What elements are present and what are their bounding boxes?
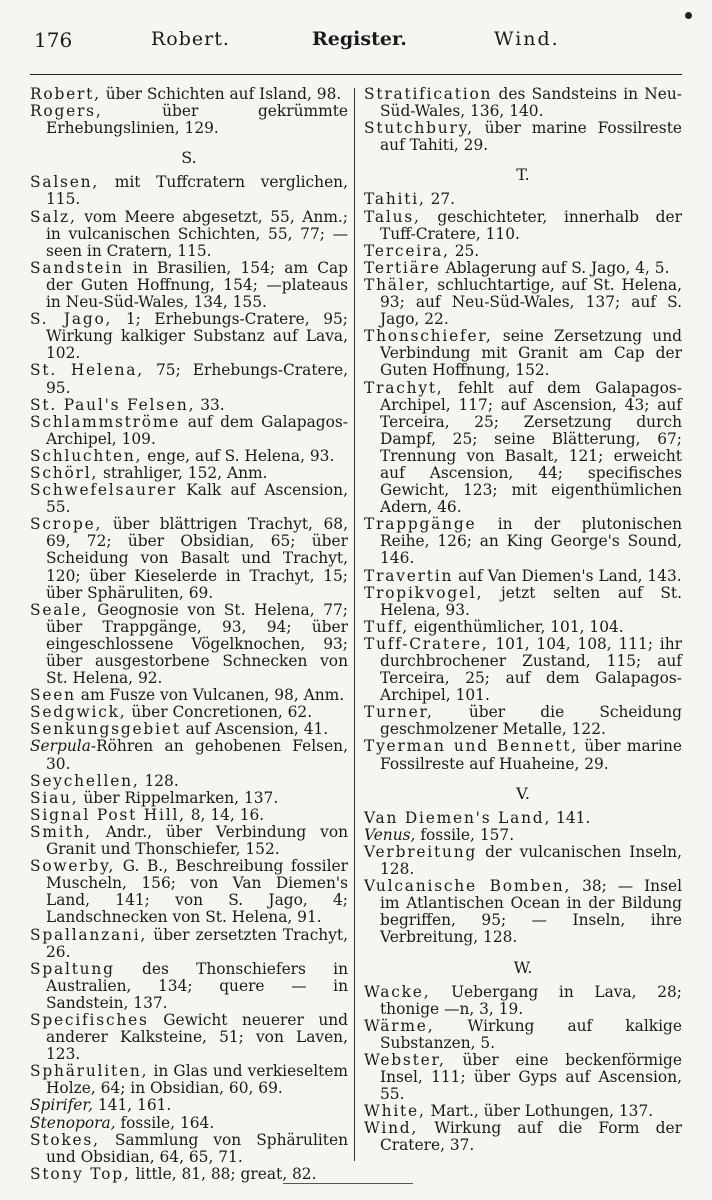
entry-headword: Scrope, [30,515,103,534]
entry-headword: Sowerby, [30,857,116,876]
index-entry [30,790,348,807]
running-header [34,28,674,58]
entry-text: des Thonschiefers in Australien, 134; quere — in Sandstein, 137. [46,959,348,1012]
index-entry [364,636,682,704]
entry-text: über marine Fossilreste auf Tahiti, 29. [380,119,682,155]
entry-text: auf dem Galapagos-Archipel, 109. [46,412,348,448]
entry-text: Wirkung auf die Form der Cratere, 37. [380,1119,682,1155]
entry-text: 25. [449,241,480,260]
entry-text: enge, auf S. Helena, 93. [142,446,335,465]
index-entry [364,86,682,120]
entry-headword: Spaltung [30,959,115,978]
index-entry [30,397,348,414]
entry-headword: Schluchten, [30,446,143,465]
entry-headword: St. Paul's Felsen, [30,395,196,414]
entry-text: auf Van Diemen's Land, 143. [453,566,682,585]
entry-text: 141, 161. [92,1096,172,1115]
index-entry [364,810,682,827]
index-entry [364,328,682,379]
index-entry [364,984,682,1018]
entry-text: über marine Fossilreste auf Huaheine, 29. [380,737,682,773]
entry-headword: Tertiäre [364,258,441,277]
entry-text: schluchtartige, auf St. Helena, 93; auf Neu-Süd-Wales, 137; auf S. Jago, 22. [380,275,682,329]
index-entry [30,103,348,137]
entry-headword: Webster, [364,1050,446,1069]
entry-text: vom Meere abgesetzt, 55, Anm.; in vulcanischen Schichten, 55, 77; —seen in Cratern, 115. [46,207,348,260]
index-entry [30,807,348,824]
entry-text: Ablagerung auf S. Jago, 4, 5. [440,258,670,277]
index-entry [30,927,348,961]
index-entry [30,1115,348,1132]
entry-headword: Talus, [364,207,421,226]
index-entry [30,260,348,311]
entry-headword: Tyerman und Bennett, [364,737,579,756]
entry-headword: Wind, [364,1119,419,1138]
index-entry [30,1097,348,1114]
entry-headword: Turner, [364,703,434,722]
index-entry [30,1063,348,1097]
entry-text: 1; Erhebungs-Cratere, 95; Wirkung kalkiger Substanz auf Lava, 102. [46,310,348,363]
entry-text: des Sandsteins in Neu-Süd-Wales, 136, 140. [380,85,682,121]
index-entry [30,174,348,208]
index-column-right [364,86,682,1155]
entry-headword: Stony Top, [30,1164,131,1183]
section-letter: V. [516,783,530,803]
index-entry [30,721,348,738]
index-entry [30,704,348,721]
index-entry [30,465,348,482]
entry-headword: Tuff-Cratere, [364,634,489,653]
index-entry [364,516,682,567]
entry-text: über eine beckenförmige Insel, 111; über Gyps auf Ascension, 55. [380,1050,682,1104]
index-entry [30,1132,348,1166]
entry-text: über Concretionen, 62. [126,703,313,722]
entry-headword: Thonschiefer, [364,327,493,346]
entry-headword: Senkungsgebiet [30,720,181,739]
entry-text: 75; Erhebungs-Cratere, 95. [46,361,348,397]
entry-headword: Tuff, [364,617,409,636]
entry-text: Geognosie von St. Helena, 77; über Trappgänge, 93, 94; über eingeschlossene Vögelknochen, 93; über ausgestorbene Schnecken von St. Helena, 92. [46,600,348,688]
entry-headword: Sphäruliten, [30,1062,149,1081]
index-entry [30,961,348,1012]
page-number: 176 [34,28,73,52]
index-entry [364,1052,682,1103]
index-entry [30,738,348,772]
index-entry [364,380,682,517]
entry-headword: Stenopora, [30,1113,116,1132]
entry-headword: Stratification [364,85,493,103]
index-entry [30,1166,348,1183]
index-entry [30,773,348,790]
entry-headword: Schlammströme [30,412,181,431]
entry-headword: Tahiti, [364,190,426,209]
entry-headword: Vulcanische Bomben, [364,877,572,896]
index-entry [364,277,682,328]
entry-text: seine Zersetzung und Verbindung mit Granit am Cap der Guten Hoffnung, 152. [380,327,682,380]
entry-headword: Van Diemen's Land, [364,808,552,827]
entry-headword: Schörl, [30,463,99,482]
entry-headword: Verbreitung [364,842,478,861]
entry-text: über gekrümmte Erhebungslinien, 129. [46,102,348,138]
index-entry [30,687,348,704]
index-entry [364,844,682,878]
entry-headword: Sedgwick, [30,703,127,722]
entry-text: Mart., über Lothungen, 137. [425,1102,654,1121]
entry-headword: Spallanzani, [30,925,148,944]
index-entry [30,1012,348,1063]
index-entry [364,827,682,844]
entry-text: strahliger, 152, Anm. [98,463,268,482]
entry-text: der vulcanischen Inseln, 128. [380,842,682,879]
section-letter: T. [516,165,530,185]
entry-headword: Seale, [30,600,89,619]
entry-text: in Brasilien, 154; am Cap der Guten Hoffnung, 154; —plateaus in Neu-Süd-Wales, 134, 155. [46,258,348,312]
index-entry [364,209,682,243]
index-entry [30,311,348,362]
entry-headword: Trachyt, [364,378,444,397]
entry-headword: Salsen, [30,173,100,192]
index-entry [30,209,348,260]
index-entry [364,260,682,277]
entry-text: eigenthümlicher, 101, 104. [408,617,624,636]
entry-text: -Röhren an gehobenen Felsen, 30. [46,737,348,773]
section-letter: S. [181,148,197,168]
entry-text: fossile, 164. [115,1113,215,1132]
entry-text: jetzt selten auf St. Helena, 93. [380,583,682,619]
index-entry [364,243,682,260]
entry-headword: Stutchbury, [364,119,474,138]
entry-text: Wirkung auf kalkige Substanzen, 5. [380,1016,682,1052]
entry-headword: Schwefelsaurer [30,481,178,500]
index-entry [30,858,348,926]
entry-headword: Serpula [30,737,91,756]
entry-text: in der plutonischen Reihe, 126; an King George's Sound, 146. [380,515,682,568]
entry-headword: Spirifer, [30,1096,93,1115]
entry-text: 33. [195,395,225,414]
entry-headword: Seen [30,686,76,705]
entry-headword: Stokes, [30,1130,100,1149]
entry-headword: Siau, [30,788,79,807]
index-entry [364,120,682,154]
running-head-right: Wind. [494,28,560,50]
index-entry [30,362,348,396]
index-entry [364,568,682,585]
entry-text: Andr., über Verbindung von Granit und Thonschiefer, 152. [46,822,348,859]
entry-headword: Wacke, [364,982,431,1001]
entry-text: fehlt auf dem Galapagos-Archipel, 117; auf Ascension, 43; auf Terceira, 25; Zersetzung durch Dampf, 25; seine Blätterung, 67; Trennung von Basalt, 121; erweicht auf Ascension, 44; specifisches Gewicht, 123; mit eigenthümlichen Adern, 46. [380,378,682,517]
entry-text: little, 81, 88; great, 82. [130,1164,317,1183]
entry-text: Kalk auf Ascension, 55. [46,481,348,517]
index-entry [30,824,348,858]
entry-text: fossile, 157. [415,825,515,844]
index-entry [30,602,348,687]
entry-headword: Smith, [30,822,92,841]
index-entry [364,1120,682,1154]
entry-headword: Terceira, [364,241,450,260]
index-entry [30,414,348,448]
footer-rule [283,1183,413,1184]
header-rule [30,74,682,75]
entry-headword: Specifisches [30,1010,149,1029]
entry-text: 141. [551,808,591,827]
entry-text: 128. [139,771,179,790]
entry-text: 101, 104, 108, 111; ihr durchbrochener Zustand, 115; auf Terceira, 25; auf dem Galapagos-Archipel, 101. [380,634,682,705]
entry-text: Gewicht neuerer und anderer Kalksteine, 51; von Laven, 123. [46,1010,348,1064]
entry-headword: S. Jago, [30,310,113,329]
entry-text: geschichteter, innerhalb der Tuff-Cratere, 110. [380,207,682,243]
index-entry [364,585,682,619]
entry-text: über die Scheidung geschmolzener Metalle, 122. [380,703,682,739]
entry-headword: Sandstein [30,258,124,277]
index-entry [364,191,682,208]
entry-text: 38; — Insel im Atlantischen Ocean in der Bildung begriffen, 95; — Inseln, ihre Verbreitung, 128. [380,877,682,947]
entry-text: Sammlung von Sphäruliten und Obsidian, 64, 65, 71. [46,1130,348,1166]
entry-text: auf Ascension, 41. [180,720,329,739]
entry-headword: Venus, [364,825,416,844]
entry-headword: Signal Post Hill, [30,805,186,824]
index-entry [30,482,348,516]
index-entry [364,738,682,772]
entry-text: über Rippelmarken, 137. [78,788,279,807]
running-head-center: Register. [312,28,407,50]
entry-text: über zersetzten Trachyt, 26. [46,925,348,961]
section-letter: W. [513,957,533,977]
entry-text: über Schichten auf Island, 98. [100,85,342,103]
index-entry [364,704,682,738]
entry-headword: Travertin [364,566,454,585]
entry-text: am Fusze von Vulcanen, 98, Anm. [75,686,345,705]
running-head-left: Robert. [151,28,230,50]
index-entry [30,448,348,465]
entry-text: über blättrigen Trachyt, 68, 69, 72; über Obsidian, 65; über Scheidung von Basalt und Trachyt, 120; über Kieselerde in Trachyt, 15; über Sphäruliten, 69. [46,515,348,602]
entry-headword: Tropikvogel, [364,583,484,602]
entry-headword: Salz, [30,207,77,226]
entry-text: Uebergang in Lava, 28; thonige —n, 3, 19. [380,982,682,1018]
entry-headword: White, [364,1102,426,1121]
index-entry [364,619,682,636]
column-divider [354,88,355,1161]
index-entry [364,1018,682,1052]
index-entry [30,86,348,103]
entry-headword: Trappgänge [364,515,477,534]
entry-headword: Wärme, [364,1016,435,1035]
index-entry [364,1103,682,1120]
entry-text: 8, 14, 16. [185,805,265,824]
entry-text: mit Tuffcratern verglichen, 115. [46,173,348,209]
entry-text: 27. [425,190,456,209]
entry-headword: Thäler, [364,275,431,294]
index-entry [30,516,348,601]
entry-headword: St. Helena, [30,361,144,380]
entry-headword: Rogers, [30,102,103,121]
entry-headword: Seychellen, [30,771,140,790]
entry-headword: Robert, [30,85,101,103]
index-column-left [30,86,348,1183]
entry-text: G. B., Beschreibung fossiler Muscheln, 156; von Van Diemen's Land, 141; von S. Jago, 4; Landschnecken von St. Helena, 91. [46,857,348,927]
ink-speck [685,12,692,19]
index-entry [364,878,682,946]
entry-text: in Glas und verkieseltem Holze, 64; in Obsidian, 60, 69. [46,1062,348,1098]
